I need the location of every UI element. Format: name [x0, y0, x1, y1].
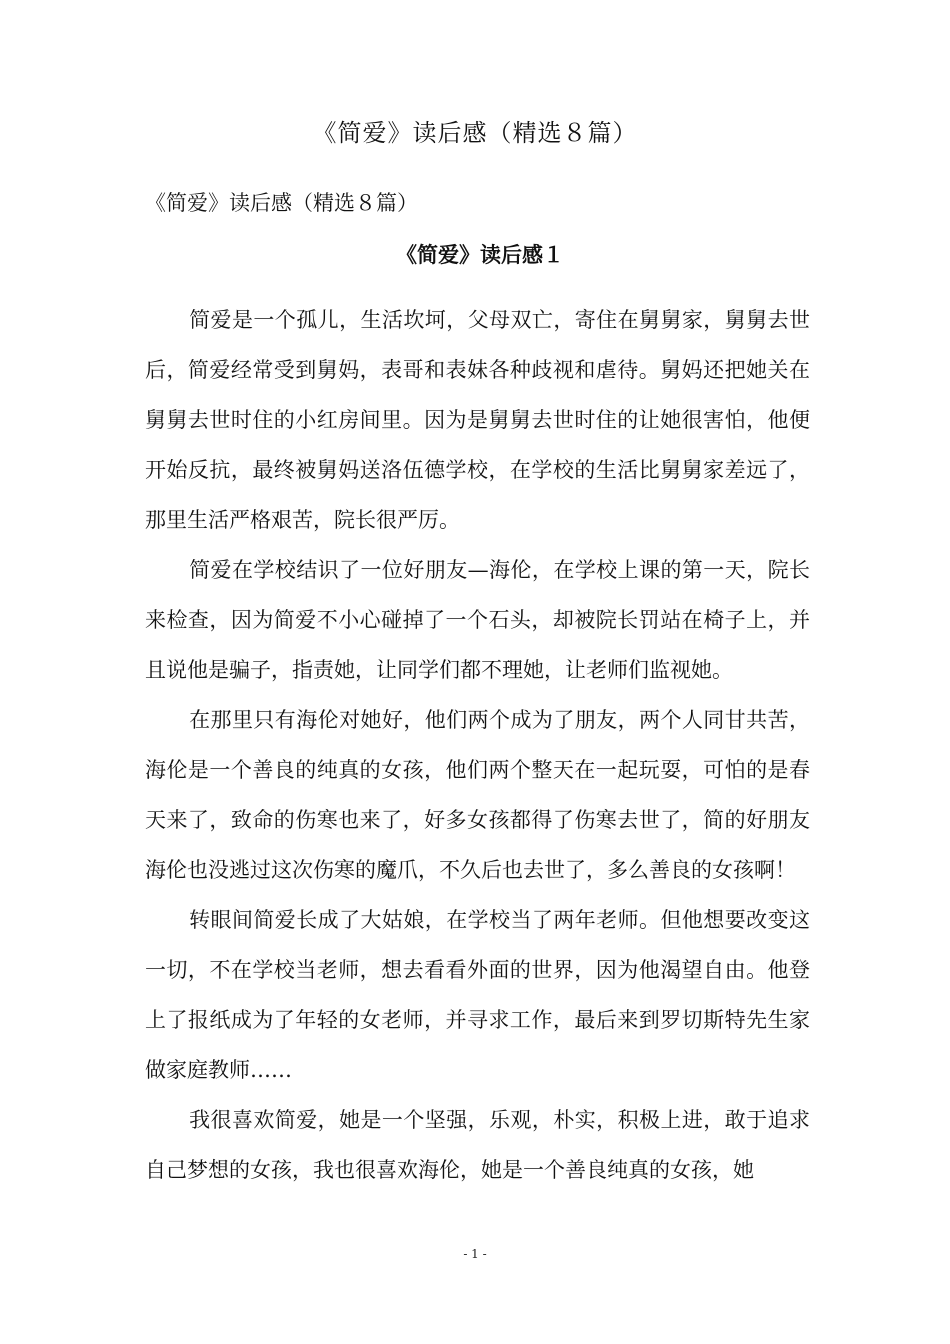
- paragraph: 转眼间简爱长成了大姑娘，在学校当了两年老师。但他想要改变这一切，不在学校当老师，想去看看外面的世界，因为他渴望自由。他登上了报纸成为了年轻的女老师，并寻求工作，最后来到罗切斯特先生家做家庭教师……: [145, 908, 810, 1082]
- paragraph: 我很喜欢简爱，她是一个坚强，乐观，朴实，积极上进，敢于追求自己梦想的女孩，我也很喜欢海伦，她是一个善良纯真的女孩，她: [145, 1108, 810, 1182]
- paragraph: 在那里只有海伦对她好，他们两个成为了朋友，两个人同甘共苦，海伦是一个善良的纯真的女孩，他们两个整天在一起玩耍，可怕的是春天来了，致命的伤寒也来了，好多女孩都得了伤寒去世了，简的好朋友海伦也没逃过这次伤寒的魔爪，不久后也去世了，多么善良的女孩啊！: [145, 708, 810, 882]
- paragraph: 简爱是一个孤儿，生活坎坷，父母双亡，寄住在舅舅家，舅舅去世后，简爱经常受到舅妈，表哥和表妹各种歧视和虐待。舅妈还把她关在舅舅去世时住的小红房间里。因为是舅舅去世时住的让她很害怕，他便开始反抗，最终被舅妈送洛伍德学校，在学校的生活比舅舅家差远了，那里生活严格艰苦，院长很严厉。: [145, 308, 810, 532]
- body-text: [145, 295, 810, 1195]
- section-heading: 《简爱》读后感１: [396, 242, 564, 267]
- document-title: 《简爱》读后感（精选８篇）: [312, 119, 638, 147]
- paragraph: 简爱在学校结识了一位好朋友—海伦，在学校上课的第一天，院长来检查，因为简爱不小心碰掉了一个石头，却被院长罚站在椅子上，并且说他是骗子，指责她，让同学们都不理她，让老师们监视她。: [145, 558, 810, 682]
- document-subtitle: 《简爱》读后感（精选８篇）: [145, 191, 418, 215]
- page-number: - 1 -: [463, 1247, 487, 1261]
